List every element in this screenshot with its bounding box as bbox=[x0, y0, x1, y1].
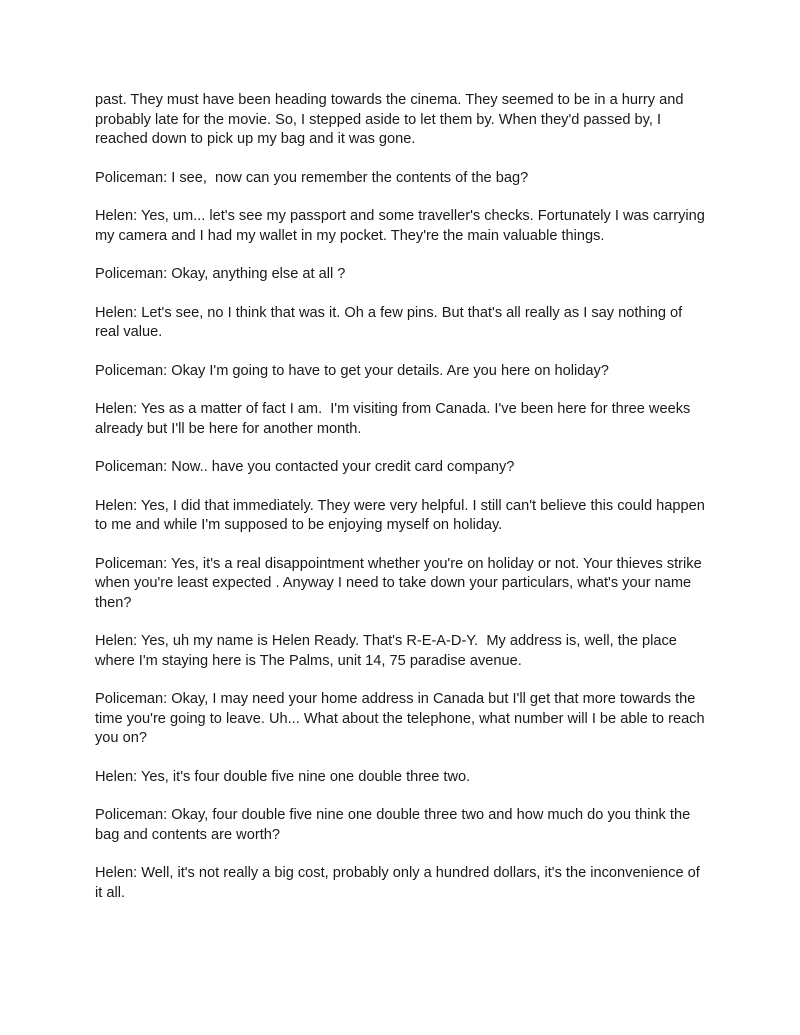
paragraph-policeman-telephone: Policeman: Okay, I may need your home address in Canada but I'll get that more towards the time you're going to leave. Uh... What about the telephone, what number will I be able to reach you on? bbox=[95, 691, 709, 746]
paragraph-helen-address: Helen: Yes, uh my name is Helen Ready. That's R-E-A-D-Y. My address is, well, the place where I'm staying here is The Palms, unit 14, 75 paradise avenue. bbox=[95, 633, 681, 669]
document-body bbox=[95, 91, 710, 922]
paragraph-helen-contents: Helen: Yes, um... let's see my passport and some traveller's checks. Fortunately I was carrying my camera and I had my wallet in my pocket. They're the main valuable things. bbox=[95, 208, 709, 244]
paragraph-policeman-name: Policeman: Yes, it's a real disappointment whether you're on holiday or not. Your thieves strike when you're least expected . Anyway I need to take down your particulars, what's your name then? bbox=[95, 555, 706, 611]
paragraph-helen-immediately: Helen: Yes, I did that immediately. They were very helpful. I still can't believe this could happen to me and while I'm supposed to be enjoying myself on holiday. bbox=[95, 497, 709, 533]
paragraph-helen-number: Helen: Yes, it's four double five nine one double three two. bbox=[95, 768, 471, 785]
paragraph-policeman-contents: Policeman: I see, now can you remember the contents of the bag? bbox=[95, 169, 529, 186]
paragraph-helen-cost: Helen: Well, it's not really a big cost, probably only a hundred dollars, it's the inconvenience of it all. bbox=[95, 865, 704, 901]
paragraph-policeman-anything-else: Policeman: Okay, anything else at all ? bbox=[95, 266, 346, 282]
paragraph-helen-canada: Helen: Yes as a matter of fact I am. I'm visiting from Canada. I've been here for three weeks already but I'll be here for another month. bbox=[95, 401, 695, 437]
paragraph-helen-pins: Helen: Let's see, no I think that was it. Oh a few pins. But that's all really as I say nothing of real value. bbox=[95, 304, 687, 340]
paragraph-story-continuation: past. They must have been heading towards the cinema. They seemed to be in a hurry and probably late for the movie. So, I stepped aside to let them by. When they'd passed by, I reached down to pick up my bag and it was gone. bbox=[95, 92, 688, 147]
paragraph-policeman-credit-card: Policeman: Now.. have you contacted your credit card company? bbox=[95, 459, 515, 475]
paragraph-policeman-details: Policeman: Okay I'm going to have to get your details. Are you here on holiday? bbox=[95, 362, 609, 379]
paragraph-policeman-worth: Policeman: Okay, four double five nine one double three two and how much do you think the bag and contents are worth? bbox=[95, 807, 695, 843]
